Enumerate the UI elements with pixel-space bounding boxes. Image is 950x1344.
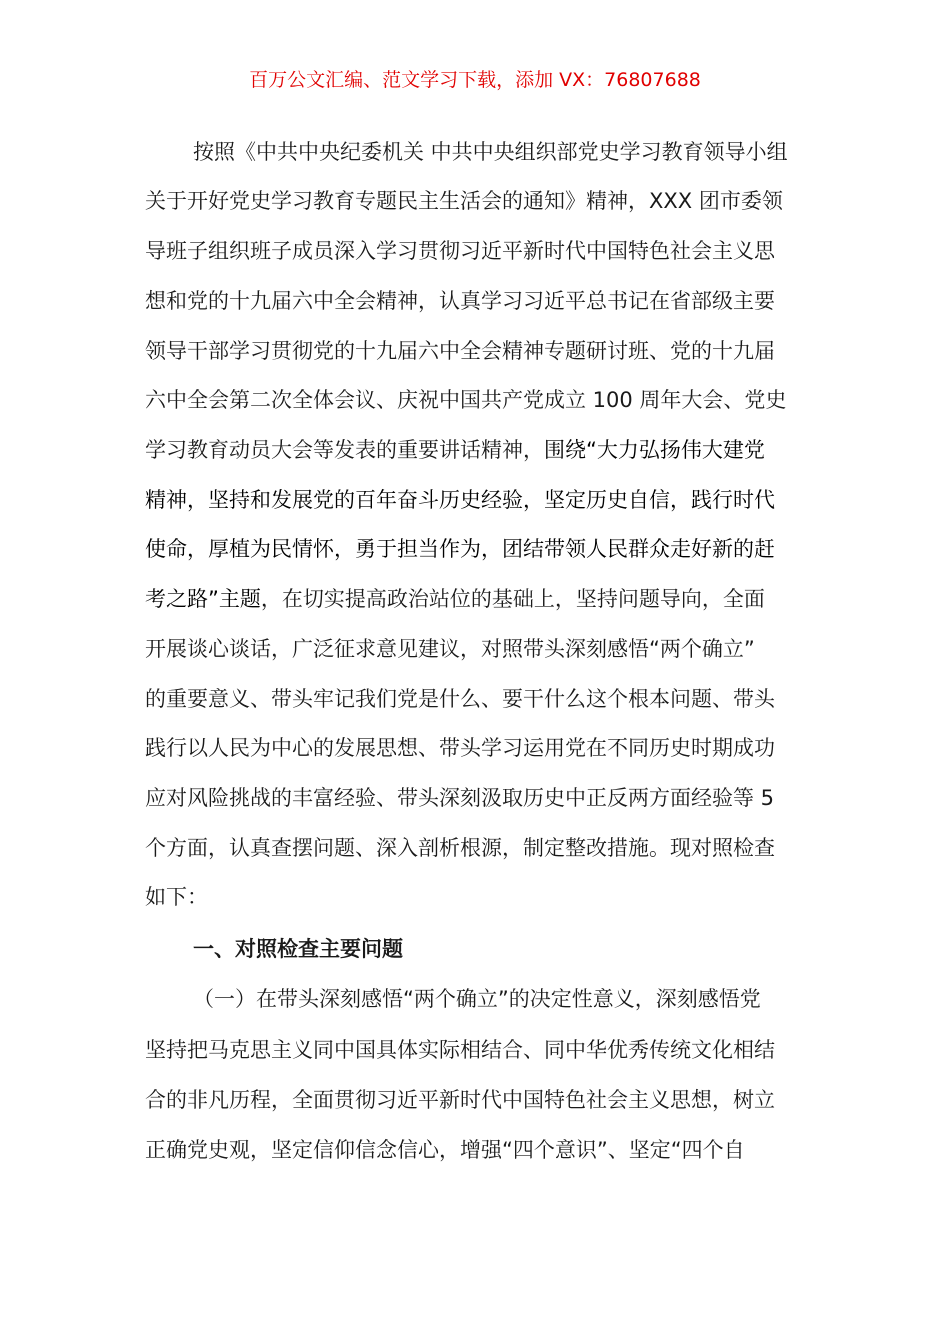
intro-line-6: 六中全会第二次全体会议、庆祝中国共产党成立 100 周年大会、党史	[145, 388, 787, 412]
intro-line-1: 按照《中共中央纪委机关 中共中央组织部党史学习教育领导小组	[193, 140, 788, 164]
section-line-2: 坚持把马克思主义同中国具体实际相结合、同中华优秀传统文化相结	[145, 1038, 775, 1062]
intro-line-17: 如下：	[145, 885, 208, 909]
intro-line-7-text: 学习教育动员大会等发表的重要讲话精神，	[145, 438, 544, 462]
intro-line-15: 应对风险挑战的丰富经验、带头深刻汲取历史中正反两方面经验等 5	[145, 786, 775, 810]
intro-line-3: 导班子组织班子成员深入学习贯彻习近平新时代中国特色社会主义思	[145, 239, 775, 263]
section-heading: 一、对照检查主要问题	[193, 937, 403, 961]
section-line-3: 合的非凡历程，全面贯彻习近平新时代中国特色社会主义思想，树立	[145, 1088, 775, 1112]
section-line-1: （一）在带头深刻感悟“两个确立”的决定性意义，深刻感悟党	[193, 987, 761, 1011]
intro-line-11	[145, 584, 765, 614]
intro-line-2: 关于开好党史学习教育专题民主生活会的通知》精神，XXX 团市委领	[145, 189, 783, 213]
theme-quote-line-3: 使命，厚植为民情怀，勇于担当作为，团结带领人民群众走好新的赶	[145, 537, 775, 561]
intro-line-14: 践行以人民为中心的发展思想、带头学习运用党在不同历史时期成功	[145, 736, 775, 760]
intro-line-13: 的重要意义、带头牢记我们党是什么、要干什么这个根本问题、带头	[145, 687, 775, 711]
intro-line-5: 领导干部学习贯彻党的十九届六中全会精神专题研讨班、党的十九届	[145, 339, 775, 363]
intro-line-7	[145, 435, 765, 465]
theme-quote-end: 考之路”主题	[145, 587, 261, 611]
theme-quote-line-2: 精神，坚持和发展党的百年奋斗历史经验，坚定历史自信，践行时代	[145, 488, 775, 512]
intro-line-11-text: ，在切实提高政治站位的基础上，坚持问题导向，全面	[260, 587, 765, 611]
intro-line-4: 想和党的十九届六中全会精神，认真学习习近平总书记在省部级主要	[145, 289, 775, 313]
header-banner: 百万公文汇编、范文学习下载，添加 VX：76807688	[249, 69, 701, 91]
theme-quote-start: 围绕“大力弘扬伟大建党	[544, 438, 765, 462]
intro-line-16: 个方面，认真查摆问题、深入剖析根源，制定整改措施。现对照检查	[145, 836, 775, 860]
intro-line-12: 开展谈心谈话，广泛征求意见建议，对照带头深刻感悟“两个确立”	[145, 637, 755, 661]
section-line-4: 正确党史观，坚定信仰信念信心，增强“四个意识”、坚定“四个自	[145, 1138, 745, 1162]
